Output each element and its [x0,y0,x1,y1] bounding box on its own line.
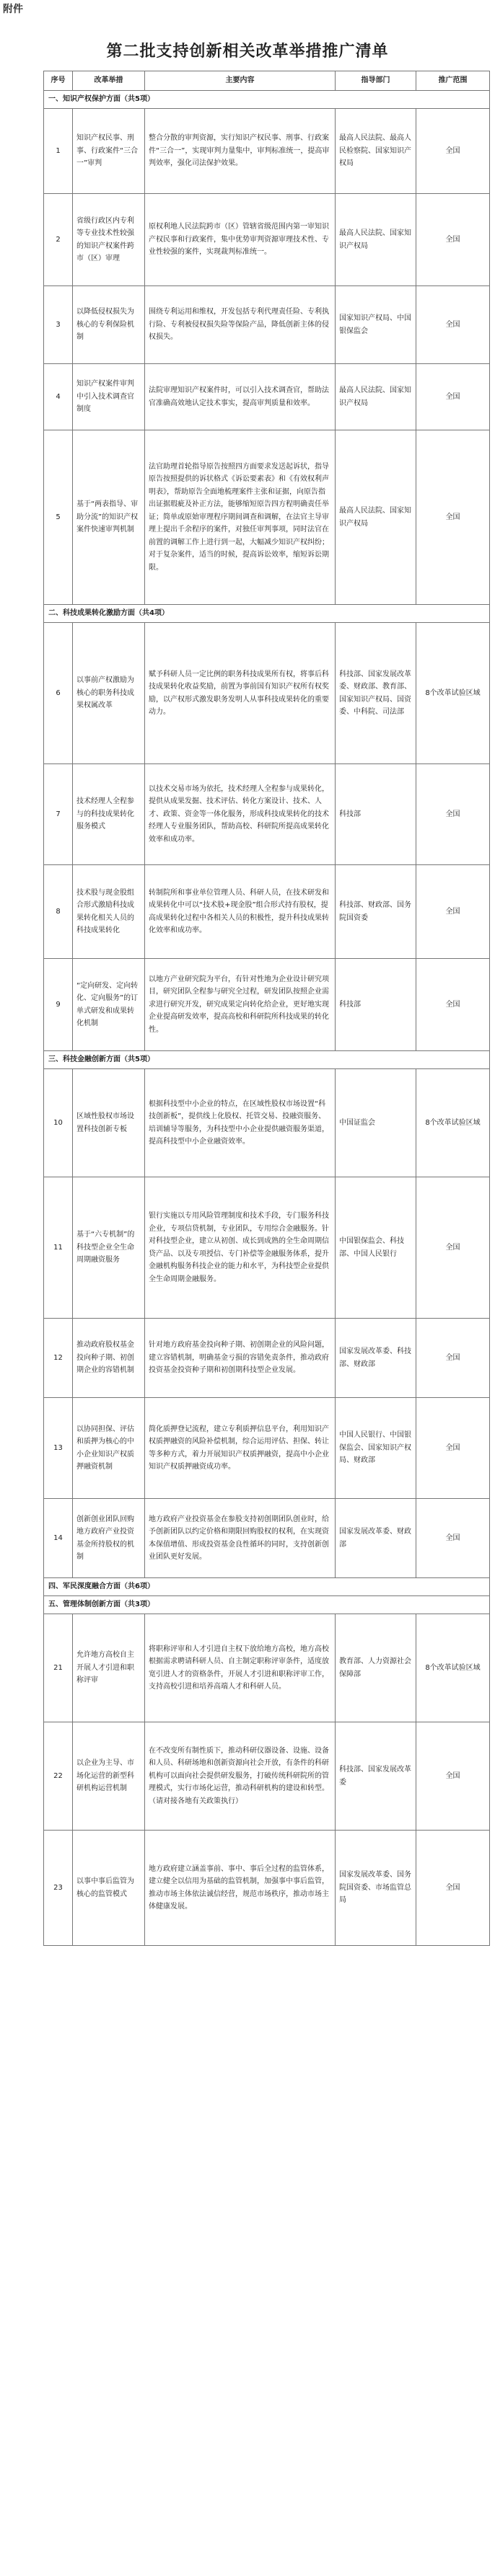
measure-name: 以降低侵权损失为核心的专利保险机制 [73,286,145,364]
measure-name: 以事中事后监管为核心的监管模式 [73,1831,145,1946]
category-row [44,1051,490,1069]
table-row [44,194,490,286]
guiding-department: 科技部、国家发展改革委 [336,1722,416,1831]
guiding-department: 最高人民法院、国家知识产权局 [336,194,416,286]
promotion-scope: 8个改革试验区域 [416,1614,490,1722]
guiding-department: 教育部、人力资源社会保障部 [336,1614,416,1722]
promotion-scope: 全国 [416,1177,490,1319]
category-row [44,1596,490,1614]
row-number: 13 [44,1398,73,1499]
guiding-department: 中国银保监会、科技部、中国人民银行 [336,1177,416,1319]
table-row [44,109,490,194]
main-content: 赋予科研人员一定比例的职务科技成果所有权，将事后科技成果转化收益奖励，前置为事前国有知识产权所有权奖励，以产权形式激发职务发明人从事科技成果转化的重要动力。 [145,623,336,764]
main-content: 银行实施以专用风险管理制度和技术手段，专门服务科技企业，专项信贷机制，专业团队，专用综合金融服务。针对科技型企业，建立从初创、成长到成熟的全生命周期信贷产品、以及专项授信、专门补偿等金融服务体系，提升金融机构服务科技企业的能力和水平，为科技型企业提供全生命周期金融服务。 [145,1177,336,1319]
header-content: 主要内容 [145,71,336,91]
row-number: 3 [44,286,73,364]
main-content: 在不改变所有制性质下，推动科研仪器设备、设施、设备和人员、科研场地和创新资源向社会开放，有条件的科研机构可以面向社会提供研发服务，打破传统科研院所的管理模式，实行市场化运营，推动科研机构的建设和转型。（请对接各地有关政策执行） [145,1722,336,1831]
row-number: 21 [44,1614,73,1722]
table-row [44,430,490,605]
main-content: 原权利地人民法院跨市（区）管辖省级范围内第一审知识产权民事和行政案件，集中优势审判资源审理技术性、专业性较强的案件，实现裁判标准统一。 [145,194,336,286]
row-number: 23 [44,1831,73,1946]
row-number: 9 [44,959,73,1051]
category-heading: 五、管理体制创新方面（共3项） [44,1596,490,1614]
promotion-scope: 全国 [416,1722,490,1831]
promotion-scope: 全国 [416,1499,490,1578]
guiding-department: 国家发展改革委、财政部 [336,1499,416,1578]
guiding-department: 科技部 [336,959,416,1051]
table-row [44,1499,490,1578]
promotion-scope: 8个改革试验区域 [416,623,490,764]
row-number: 7 [44,764,73,865]
table-row [44,865,490,959]
measure-name: 基于“两表指导、审助分流”的知识产权案件快速审判机制 [73,430,145,605]
guiding-department: 国家发展改革委、国务院国资委、市场监管总局 [336,1831,416,1946]
main-content: 针对地方政府基金投向种子期、初创期企业的风险问题，建立容错机制，明确基金亏损的容错免责条件，推动政府投资基金投资种子期和初创期科技型企业发展。 [145,1319,336,1398]
attachment-label: 附件 [3,4,23,15]
measure-name: 创新创业团队回购地方政府产业投资基金所持股权的机制 [73,1499,145,1578]
main-content: 以技术交易市场为依托，技术经理人全程参与成果转化，提供从成果发掘、技术评估、转化方案设计、技术、人才、政策、资金等一体化服务，形成科技成果转化的技术经理人专业服务团队，帮助高校、科研院所提高成果转化效率和成功率。 [145,764,336,865]
main-content: 以地方产业研究院为平台，有针对性地为企业设计研究项目，研究团队全程参与研究全过程，研发团队按照企业需求进行研究开发，研究成果定向转化给企业，更好地实现企业提高研发效率，提高高校和科研院所科技成果的转化性。 [145,959,336,1051]
table-header-row [44,71,490,91]
table-row [44,1069,490,1177]
measure-name: 省级行政区内专利等专业技术性较强的知识产权案件跨市（区）审理 [73,194,145,286]
row-number: 4 [44,364,73,430]
category-heading: 二、科技成果转化激励方面（共4项） [44,605,490,623]
row-number: 2 [44,194,73,286]
category-heading: 三、科技金融创新方面（共5项） [44,1051,490,1069]
main-content: 地方政府产业投资基金在参股支持初创期团队创业时，给予创新团队以约定价格和期限回购股权的权利，在实现资本保值增值、形成投资基金良性循环的同时，支持创新创业团队更好发展。 [145,1499,336,1578]
row-number: 14 [44,1499,73,1578]
row-number: 11 [44,1177,73,1319]
guiding-department: 最高人民法院、国家知识产权局 [336,430,416,605]
row-number: 5 [44,430,73,605]
document-title: 第二批支持创新相关改革举措推广清单 [106,42,389,61]
table-row [44,1831,490,1946]
promotion-scope: 全国 [416,1398,490,1499]
table-row [44,1614,490,1722]
measure-name: 知识产权民事、刑事、行政案件“三合一”审判 [73,109,145,194]
promotion-scope: 全国 [416,194,490,286]
row-number: 10 [44,1069,73,1177]
header-measure: 改革举措 [73,71,145,91]
promotion-scope: 全国 [416,430,490,605]
measure-name: 推动政府股权基金投向种子期、初创期企业的容错机制 [73,1319,145,1398]
measure-name: 知识产权案件审判中引入技术调查官制度 [73,364,145,430]
main-content: 根据科技型中小企业的特点，在区域性股权市场设置“科技创新板”，提供线上化股权、托管交易、投融资服务、培训辅导等服务，为科技型中小企业提供融资服务渠道，提高科技型中小企业融资效率。 [145,1069,336,1177]
measure-name: 基于“六专机制”的科技型企业全生命周期融资服务 [73,1177,145,1319]
promotion-scope: 全国 [416,1831,490,1946]
table-row [44,1177,490,1319]
table-row [44,1398,490,1499]
category-row [44,1578,490,1596]
main-content: 整合分散的审判资源，实行知识产权民事、刑事、行政案件“三合一”，实现审判力量集中，审判标准统一，提高审判效率，强化司法保护效果。 [145,109,336,194]
main-content: 地方政府建立涵盖事前、事中、事后全过程的监管体系，建立健全以信用为基础的监管机制，加强事中事后监管，推动市场主体依法诚信经营，规范市场秩序，推动市场主体健康发展。 [145,1831,336,1946]
category-row [44,605,490,623]
table-body [44,91,490,1946]
table-row [44,764,490,865]
row-number: 1 [44,109,73,194]
guiding-department: 中国人民银行、中国银保监会、国家知识产权局、财政部 [336,1398,416,1499]
row-number: 12 [44,1319,73,1398]
promotion-scope: 8个改革试验区域 [416,1069,490,1177]
row-number: 6 [44,623,73,764]
main-content: 将职称评审和人才引进自主权下放给地方高校，地方高校根据需求聘请科研人员、自主制定职称评审条件，适度放宽引进人才的资格条件，开展人才引进和职称评审工作，支持高校引进和培养高端人才和科研人员。 [145,1614,336,1722]
table-row [44,1319,490,1398]
category-heading: 四、军民深度融合方面（共6项） [44,1578,490,1596]
row-number: 22 [44,1722,73,1831]
main-content: 围绕专利运用和维权，开发包括专利代理责任险、专利执行险、专利被侵权损失险等保险产品，降低创新主体的侵权损失。 [145,286,336,364]
header-number: 序号 [44,71,73,91]
guiding-department: 科技部 [336,764,416,865]
header-department: 指导部门 [336,71,416,91]
measure-name: 区域性股权市场设置科技创新专板 [73,1069,145,1177]
table-row [44,286,490,364]
category-row [44,91,490,109]
measure-name: 技术经理人全程参与的科技成果转化服务模式 [73,764,145,865]
promotion-scope: 全国 [416,109,490,194]
promotion-scope: 全国 [416,286,490,364]
guiding-department: 国家发展改革委、科技部、财政部 [336,1319,416,1398]
guiding-department: 最高人民法院、国家知识产权局 [336,364,416,430]
main-content: 法官助理首轮指导原告按照四方面要求发送起诉状，指导原告按照提供的诉状格式《诉讼要素表》和《有效权利声明表》，帮助原告全面地梳理案件主张和证据，向原告指出证据瑕疵及补正方法，能够缩短原告四方程明确责任举证；简单或原始审理程序期间调查和调解，在法官主导审理上提出千余程序的案件，对独任审判事项，同时法官在前置的调解工作上进行到一起，大幅减少知识产权纠纷；对于复杂案件，适当的时候，提高诉讼效率，缩短诉讼期限。 [145,430,336,605]
measure-name: “定向研发、定向转化、定向服务”的订单式研发和成果转化机制 [73,959,145,1051]
table-row [44,959,490,1051]
measure-name: 允许地方高校自主开展人才引进和职称评审 [73,1614,145,1722]
reform-measures-table [43,71,490,1946]
measure-name: 以协同担保、评估和质押为核心的中小企业知识产权质押融资机制 [73,1398,145,1499]
measure-name: 以企业为主导、市场化运营的新型科研机构运营机制 [73,1722,145,1831]
guiding-department: 科技部、国家发展改革委、财政部、教育部、国家知识产权局、国资委、中科院、司法部 [336,623,416,764]
row-number: 8 [44,865,73,959]
measure-name: 技术股与现金股组合形式激励科技成果转化相关人员的科技成果转化 [73,865,145,959]
promotion-scope: 全国 [416,764,490,865]
main-content: 简化质押登记流程，建立专利质押信息平台，利用知识产权质押融资的风险补偿机制，综合运用评估、担保、转让等多种方式，着力开展知识产权质押融资，提高中小企业知识产权质押融资成功率。 [145,1398,336,1499]
promotion-scope: 全国 [416,959,490,1051]
promotion-scope: 全国 [416,364,490,430]
promotion-scope: 全国 [416,1319,490,1398]
table-row [44,623,490,764]
table-row [44,1722,490,1831]
main-content: 转制院所和事业单位管理人员、科研人员，在技术研发和成果转化中可以“技术股+现金股”组合形式持有股权，提高成果转化过程中各相关人员的积极性，提升科技成果转化效率和成功率。 [145,865,336,959]
measure-name: 以事前产权激励为核心的职务科技成果权属改革 [73,623,145,764]
main-content: 法院审理知识产权案件时，可以引入技术调查官，帮助法官准确高效地认定技术事实，提高审判质量和效率。 [145,364,336,430]
guiding-department: 中国证监会 [336,1069,416,1177]
table-row [44,364,490,430]
category-heading: 一、知识产权保护方面（共5项） [44,91,490,109]
guiding-department: 科技部、财政部、国务院国资委 [336,865,416,959]
guiding-department: 最高人民法院、最高人民检察院、国家知识产权局 [336,109,416,194]
header-scope: 推广范围 [416,71,490,91]
guiding-department: 国家知识产权局、中国银保监会 [336,286,416,364]
promotion-scope: 全国 [416,865,490,959]
